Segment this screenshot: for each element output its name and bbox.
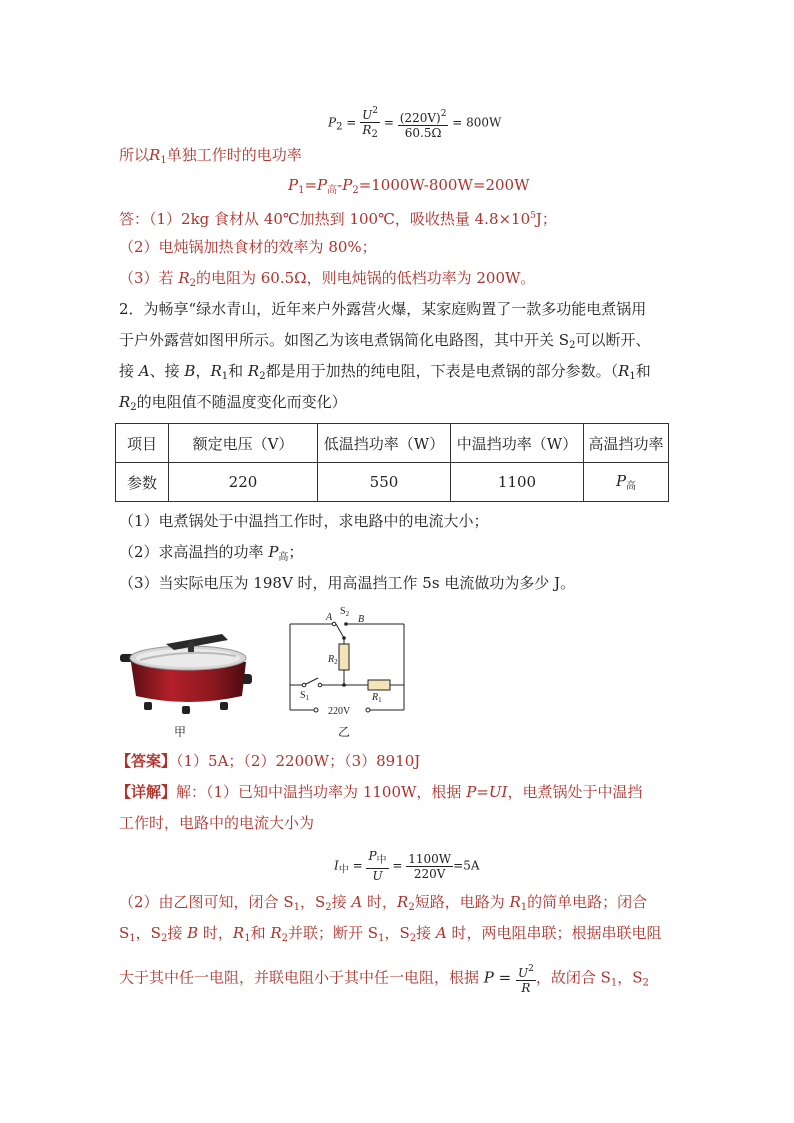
formula-p2-lhs: P bbox=[328, 115, 337, 130]
resistor-r2 bbox=[339, 644, 349, 670]
table-cell: 220 bbox=[169, 463, 318, 502]
formula-p2-fraction-1: $\frac{U^2}{R_2}$ bbox=[362, 106, 379, 140]
question-2: （2）求高温挡的功率 $P_高$； bbox=[119, 543, 304, 563]
problem-line-1: 2．为畅享“绿水青山，近年来户外露营火爆，某家庭购置了一款多功能电煮锅用 bbox=[119, 300, 647, 318]
answer-2: （2）电炖锅加热食材的效率为 80%； bbox=[119, 238, 377, 256]
problem-line-2: 于户外露营如图甲所示。如图乙为该电煮锅简化电路图，其中开关 $S_2$可以断开、 bbox=[119, 331, 651, 351]
table-header-cell: 低温挡功率（W） bbox=[318, 424, 451, 463]
table-header-cell: 额定电压（V） bbox=[169, 424, 318, 463]
detail-line-1: 【详解】解：（1）已知中温挡功率为 1100W，根据 P=UI，电煮锅处于中温挡 bbox=[116, 783, 643, 801]
table-header-cell: 高温挡功率 bbox=[584, 424, 669, 463]
question-1: （1）电煮锅处于中温挡工作时，求电路中的电流大小； bbox=[119, 512, 489, 530]
svg-text:S2: $S_2$ bbox=[340, 606, 350, 618]
resistor-r1 bbox=[368, 680, 390, 690]
label-a: A bbox=[326, 612, 333, 623]
formula-p2-result: = 800W bbox=[452, 115, 502, 130]
table-header-row bbox=[116, 424, 669, 463]
label-b: B bbox=[358, 614, 365, 625]
table-row bbox=[116, 463, 669, 502]
circuit-diagram bbox=[284, 604, 414, 720]
detail-line-3: （2）由乙图可知，闭合 $S_1$，$S_2$接 A 时，$R_2$短路，电路为 $R_1$的简单电路；闭合 bbox=[119, 893, 648, 913]
electric-pot-image bbox=[118, 618, 258, 718]
question-3: （3）当实际电压为 198V 时，用高温挡工作 5s 电流做功为多少 J。 bbox=[119, 574, 576, 592]
svg-text:R1: $R_1$ bbox=[372, 692, 382, 704]
table-header-cell: 项目 bbox=[116, 424, 169, 463]
detail-line-4: $S_1$，$S_2$接 B 时，$R_1$和 $R_2$并联；断开 $S_1$，$S_2$接 A 时，两电阻串联；根据串联电阻 bbox=[119, 924, 662, 944]
label-220v: 220V bbox=[328, 706, 351, 717]
parameter-table bbox=[115, 423, 669, 502]
detail-tag: 【详解】 bbox=[116, 783, 177, 801]
svg-text:R2: $R_2$ bbox=[328, 654, 338, 666]
table-cell: 550 bbox=[318, 463, 451, 502]
problem-line-4: $R_2$的电阻值不随温度变化而变化） bbox=[119, 393, 347, 413]
formula-p2: $P_2$ = $\frac{U^2}{R_2}$ = $\frac{(220V)^2}{60.5\Omega}$ = 800W bbox=[328, 106, 502, 140]
table-cell-high-power: $P_高$ bbox=[584, 463, 669, 502]
detail-line-2: 工作时，电路中的电流大小为 bbox=[119, 814, 315, 832]
text-so-r1: 所以$R_1$单独工作时的电功率 bbox=[119, 146, 302, 166]
table-cell: 1100 bbox=[451, 463, 584, 502]
answer-summary: 【答案】（1）5A；（2）2200W；（3）8910J bbox=[116, 752, 421, 770]
figure-label-jia: 甲 bbox=[174, 725, 187, 739]
formula-current: $I_中$ = $\frac{P_中}{U}$ = $\frac{1100W}{220V}$ =5A bbox=[334, 849, 480, 883]
problem-line-3: 接 A、接 B，$R_1$和 $R_2$都是用于加热的纯电阻，下表是电煮锅的部分参数。（$R_1$和 bbox=[119, 362, 651, 382]
formula-p1: $P_1=P_高-P_2=1000W-800W=200W$ bbox=[288, 176, 530, 196]
table-header-cell: 中温挡功率（W） bbox=[451, 424, 584, 463]
answer-3: （3）若 $R_2$的电阻为 60.5Ω，则电炖锅的低档功率为 200W。 bbox=[119, 269, 536, 289]
detail-line-5: 大于其中任一电阻，并联电阻小于其中任一电阻，根据 P = $\frac{U^2}{R}$ ，故闭合 $S_1$，$S_2$ bbox=[119, 964, 649, 995]
svg-text:S1: $S_1$ bbox=[300, 690, 310, 702]
formula-p2-fraction-2: $\frac{(220V)^2}{60.5\Omega}$ bbox=[399, 108, 447, 140]
answer-tag: 【答案】 bbox=[116, 752, 177, 770]
figure-label-yi: 乙 bbox=[338, 725, 351, 739]
table-cell: 参数 bbox=[116, 463, 169, 502]
answer-1: 答：（1）2kg 食材从 40℃加热到 100℃，吸收热量 $4.8\times 10^5J$； bbox=[119, 210, 557, 228]
